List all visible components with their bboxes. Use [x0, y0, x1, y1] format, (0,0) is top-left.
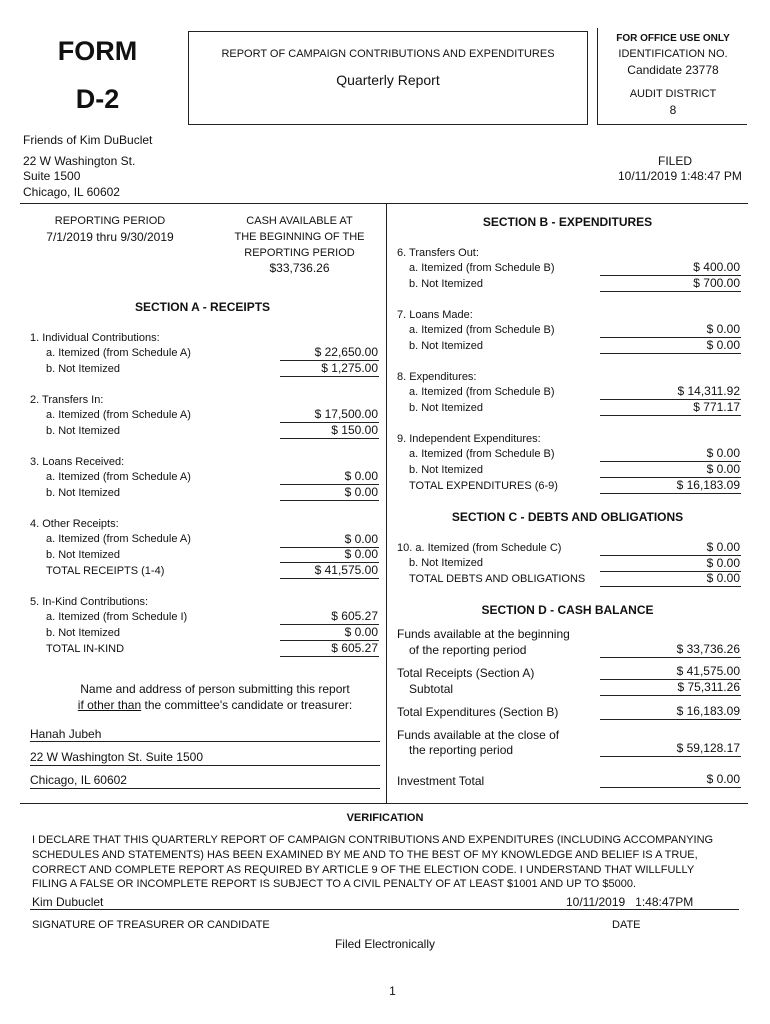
committee-addr1: 22 W Washington St.: [23, 154, 136, 168]
filed-label: FILED: [657, 154, 692, 168]
investment-total-value: $ 0.00: [706, 772, 740, 786]
underline: [600, 657, 741, 658]
underline: [600, 291, 741, 292]
funds-close-label-2: the reporting period: [409, 743, 514, 757]
underline: [280, 376, 379, 377]
underline: [600, 787, 741, 788]
funds-close-label-1: Funds available at the close of: [397, 728, 560, 742]
lm-itemized-label: a. Itemized (from Schedule B): [409, 324, 555, 336]
underline: [280, 578, 379, 579]
underline: [30, 741, 380, 742]
audit-value: 8: [669, 103, 677, 117]
total-receipts-label: TOTAL RECEIPTS (1-4): [46, 565, 165, 577]
independent-exp-label: 9. Independent Expenditures:: [397, 433, 541, 445]
underline: [600, 719, 741, 720]
filed-electronically: Filed Electronically: [334, 937, 436, 951]
debts-itemized-label: 10. a. Itemized (from Schedule C): [397, 542, 562, 554]
section-a-title: SECTION A - RECEIPTS: [134, 300, 271, 314]
column-divider: [386, 203, 387, 803]
cash-value: $33,736.26: [269, 261, 330, 275]
submitter-addr1: 22 W Washington St. Suite 1500: [30, 750, 203, 764]
ex-notitemized-value: $ 771.17: [693, 400, 740, 414]
office-use-label: FOR OFFICE USE ONLY: [616, 33, 730, 44]
signature-date: 10/11/2019 1:48:47PM: [566, 895, 694, 909]
underline: [280, 500, 379, 501]
underline: [600, 586, 741, 587]
section-d-title: SECTION D - CASH BALANCE: [481, 603, 654, 617]
underline: [280, 438, 379, 439]
id-label: IDENTIFICATION NO.: [618, 48, 728, 60]
report-title: REPORT OF CAMPAIGN CONTRIBUTIONS AND EXPENDITURES: [221, 48, 555, 60]
period-value: 7/1/2019 thru 9/30/2019: [46, 230, 174, 244]
underline: [600, 493, 741, 494]
debts-notitemized-value: $ 0.00: [706, 556, 740, 570]
signer-name: Kim Dubuclet: [32, 895, 104, 909]
total-expenditures-value: $ 16,183.09: [676, 478, 740, 492]
to-notitemized-value: $ 700.00: [693, 276, 740, 290]
other-receipts-label: 4. Other Receipts:: [30, 518, 119, 530]
committee-addr3: Chicago, IL 60602: [23, 185, 120, 199]
total-inkind-value: $ 605.27: [331, 641, 378, 655]
to-notitemized-label: b. Not Itemized: [409, 278, 483, 290]
ot-itemized-value: $ 0.00: [344, 532, 378, 546]
cash-label-2: THE BEGINNING OF THE: [234, 231, 365, 243]
underline: [30, 765, 380, 766]
verification-line-2: SCHEDULES AND STATEMENTS) HAS BEEN EXAMINED BY ME AND TO THE BEST OF MY KNOWLEDGE AND BELIEF IS A TRUE,: [32, 849, 698, 861]
transfers-out-label: 6. Transfers Out:: [397, 247, 479, 259]
underline: [600, 695, 741, 696]
submitter-note-underlined: if other than: [77, 698, 142, 712]
ie-notitemized-value: $ 0.00: [706, 462, 740, 476]
lm-notitemized-label: b. Not Itemized: [409, 340, 483, 352]
funds-close-value: $ 59,128.17: [676, 741, 740, 755]
underline: [600, 756, 741, 757]
funds-beginning-label-2: of the reporting period: [409, 643, 527, 657]
total-expenditures-label: TOTAL EXPENDITURES (6-9): [409, 480, 558, 492]
to-itemized-label: a. Itemized (from Schedule B): [409, 262, 555, 274]
ik-notitemized-label: b. Not Itemized: [46, 627, 120, 639]
ie-itemized-label: a. Itemized (from Schedule B): [409, 448, 555, 460]
total-expenditures-d-value: $ 16,183.09: [676, 704, 740, 718]
ot-itemized-label: a. Itemized (from Schedule A): [46, 533, 191, 545]
tr-notitemized-label: b. Not Itemized: [46, 425, 120, 437]
ik-itemized-label: a. Itemized (from Schedule I): [46, 611, 188, 623]
verification-line-4: FILING A FALSE OR INCOMPLETE REPORT IS SUBJECT TO A CIVIL PENALTY OF AT LEAST $1001 AND UP TO $5000.: [32, 878, 637, 890]
audit-label: AUDIT DISTRICT: [629, 88, 717, 100]
signature-label: SIGNATURE OF TREASURER OR CANDIDATE: [32, 919, 270, 931]
page-number: 1: [389, 984, 396, 998]
ie-itemized-value: $ 0.00: [706, 446, 740, 460]
filed-value: 10/11/2019 1:48:47 PM: [618, 169, 742, 183]
verification-line-3: CORRECT AND COMPLETE REPORT AS REQUIRED BY ARTICLE 9 OF THE ELECTION CODE. I UNDERSTAND THAT WILLFULLY: [32, 864, 695, 876]
verification-title: VERIFICATION: [346, 812, 424, 824]
cash-label-1: CASH AVAILABLE AT: [246, 215, 353, 227]
ik-notitemized-value: $ 0.00: [344, 625, 378, 639]
form-id: D-2: [75, 84, 120, 114]
period-label: REPORTING PERIOD: [54, 215, 166, 227]
ind-contrib-label: 1. Individual Contributions:: [30, 332, 160, 344]
committee-addr2: Suite 1500: [23, 169, 81, 183]
investment-total-label: Investment Total: [397, 774, 485, 788]
submitter-note-rest: the committee's candidate or treasurer:: [141, 698, 353, 712]
report-type: Quarterly Report: [336, 72, 440, 88]
office-box-bottom-border: [597, 124, 747, 125]
ie-notitemized-label: b. Not Itemized: [409, 464, 483, 476]
ot-notitemized-value: $ 0.00: [344, 547, 378, 561]
transfers-in-label: 2. Transfers In:: [30, 394, 104, 406]
bottom-rule: [20, 803, 748, 804]
expenditures-label: 8. Expenditures:: [397, 371, 477, 383]
total-inkind-label: TOTAL IN-KIND: [46, 643, 125, 655]
date-label: DATE: [612, 919, 641, 931]
to-itemized-value: $ 400.00: [693, 260, 740, 274]
committee-name: Friends of Kim DuBuclet: [23, 133, 153, 147]
section-c-title: SECTION C - DEBTS AND OBLIGATIONS: [451, 510, 684, 524]
tr-itemized-value: $ 17,500.00: [314, 407, 378, 421]
tr-itemized-label: a. Itemized (from Schedule A): [46, 409, 191, 421]
loans-made-label: 7. Loans Made:: [397, 309, 473, 321]
tr-notitemized-value: $ 150.00: [331, 423, 378, 437]
ot-notitemized-label: b. Not Itemized: [46, 549, 120, 561]
funds-beginning-value: $ 33,736.26: [676, 642, 740, 656]
lm-itemized-value: $ 0.00: [706, 322, 740, 336]
ln-itemized-label: a. Itemized (from Schedule A): [46, 471, 191, 483]
subtotal-value: $ 75,311.26: [677, 680, 740, 694]
verification-line-1: I DECLARE THAT THIS QUARTERLY REPORT OF CAMPAIGN CONTRIBUTIONS AND EXPENDITURES (INCLUDING ACCOMPANYING: [32, 834, 714, 846]
ind-notitemized-value: $ 1,275.00: [321, 361, 378, 375]
submitter-name: Hanah Jubeh: [30, 727, 102, 741]
loans-received-label: 3. Loans Received:: [30, 456, 125, 468]
ln-itemized-value: $ 0.00: [344, 469, 378, 483]
ex-itemized-value: $ 14,311.92: [677, 384, 740, 398]
ln-notitemized-label: b. Not Itemized: [46, 487, 120, 499]
ex-notitemized-label: b. Not Itemized: [409, 402, 483, 414]
ik-itemized-value: $ 605.27: [331, 609, 378, 623]
total-receipts-d-value: $ 41,575.00: [676, 664, 740, 678]
form-word: FORM: [57, 36, 138, 66]
ind-notitemized-label: b. Not Itemized: [46, 363, 120, 375]
top-rule: [20, 203, 748, 204]
debts-itemized-value: $ 0.00: [706, 540, 740, 554]
ex-itemized-label: a. Itemized (from Schedule B): [409, 386, 555, 398]
lm-notitemized-value: $ 0.00: [706, 338, 740, 352]
id-value: Candidate 23778: [627, 63, 719, 77]
submitter-note-1: Name and address of person submitting this report: [80, 682, 350, 696]
cash-label-3: REPORTING PERIOD: [244, 247, 355, 259]
inkind-label: 5. In-Kind Contributions:: [30, 596, 149, 608]
total-debts-label: TOTAL DEBTS AND OBLIGATIONS: [409, 573, 586, 585]
total-receipts-d-label: Total Receipts (Section A): [397, 666, 535, 680]
funds-beginning-label-1: Funds available at the beginning: [397, 627, 570, 641]
submitter-addr2: Chicago, IL 60602: [30, 773, 127, 787]
debts-notitemized-label: b. Not Itemized: [409, 557, 483, 569]
total-receipts-value: $ 41,575.00: [314, 563, 378, 577]
total-expenditures-d-label: Total Expenditures (Section B): [397, 705, 559, 719]
underline: [30, 788, 380, 789]
signature-line: [30, 909, 739, 910]
ind-itemized-label: a. Itemized (from Schedule A): [46, 347, 191, 359]
underline: [600, 415, 741, 416]
total-debts-value: $ 0.00: [706, 571, 740, 585]
subtotal-label: Subtotal: [409, 682, 454, 696]
ln-notitemized-value: $ 0.00: [344, 485, 378, 499]
underline: [280, 656, 379, 657]
section-b-title: SECTION B - EXPENDITURES: [482, 215, 653, 229]
underline: [600, 353, 741, 354]
ind-itemized-value: $ 22,650.00: [314, 345, 378, 359]
submitter-note-2: [20, 698, 410, 712]
